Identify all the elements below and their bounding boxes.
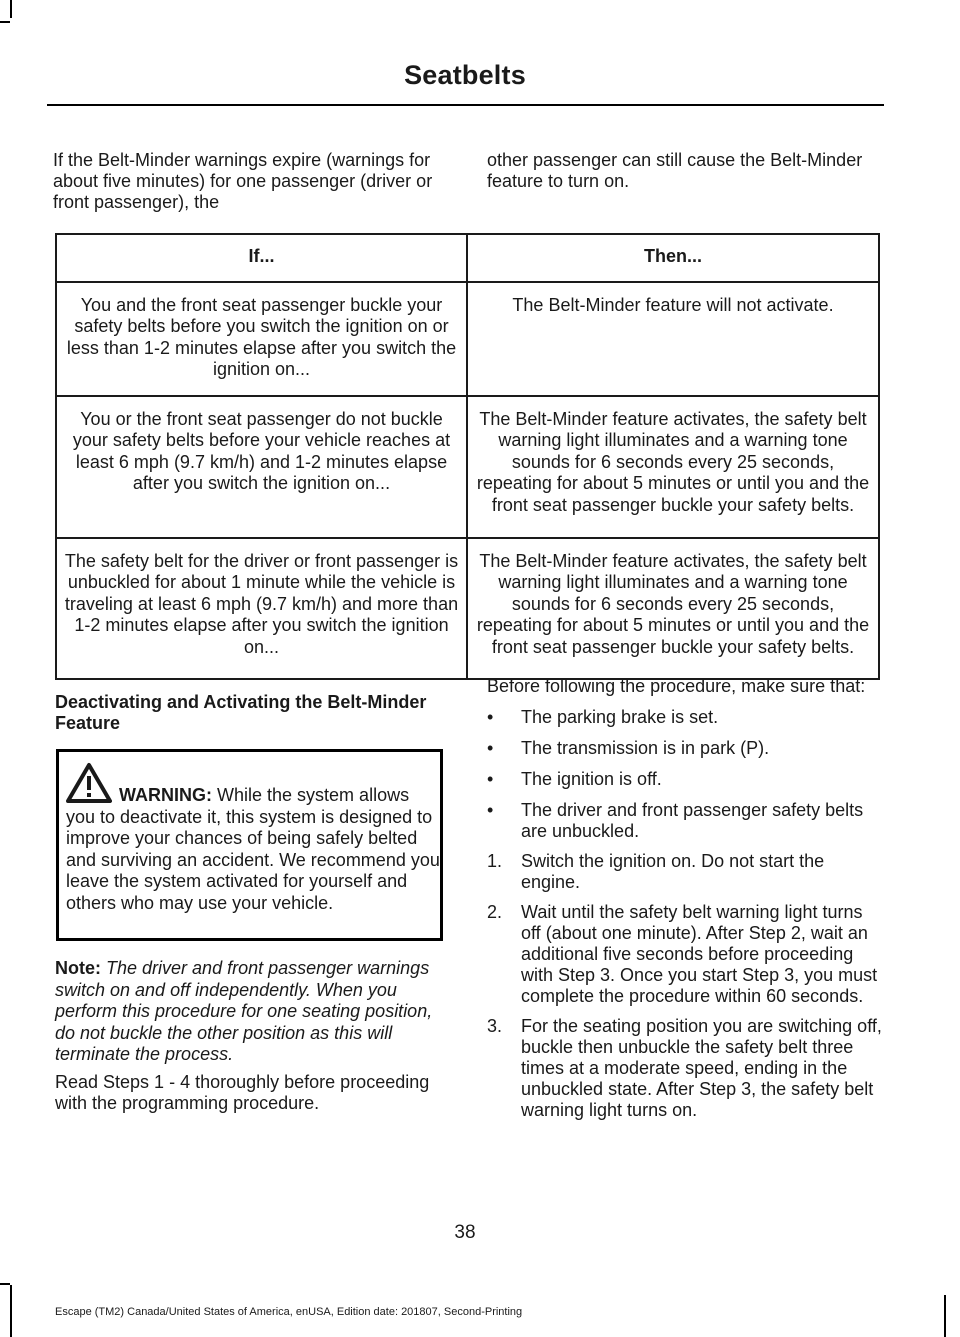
table-row: [56, 396, 879, 538]
step-item: [487, 851, 883, 893]
crop-mark: [944, 1295, 946, 1337]
note-text: The driver and front passenger warnings switch on and off independently. When you perform this procedure for one seating position, do not buckle the other position as this will terminate the process.: [55, 958, 433, 1064]
warning-label: WARNING:: [119, 785, 212, 805]
list-item: [487, 707, 883, 728]
list-item: [487, 738, 883, 759]
warning-body: While the system allows you to deactivate it, this system is designed to improve your chances of being safely belted and surviving an accident. We recommend you leave the system activated for yourself and others who may use your vehicle.: [66, 785, 440, 913]
bullet-marker: •: [487, 707, 494, 727]
section-heading: Deactivating and Activating the Belt-Minder Feature: [55, 692, 427, 733]
page-number: 38: [454, 1222, 476, 1243]
table-row: [56, 538, 879, 679]
footer-edition-info: Escape (TM2) Canada/United States of America, enUSA, Edition date: 201807, Second-Printing: [55, 1306, 523, 1318]
intro-paragraph-left: If the Belt-Minder warnings expire (warnings for about five minutes) for one passenger (driver or front passenger), the: [53, 150, 433, 212]
page-title: Seatbelts: [404, 60, 526, 90]
read-steps-paragraph: Read Steps 1 - 4 thoroughly before proceeding with the programming procedure.: [55, 1072, 430, 1113]
procedure-column: [487, 676, 883, 1121]
intro-paragraph-right: other passenger can still cause the Belt-Minder feature to turn on.: [487, 150, 863, 191]
crop-mark: [0, 21, 10, 23]
step-text: Switch the ignition on. Do not start the engine.: [521, 851, 825, 892]
table-header-row: [56, 234, 879, 282]
table-cell-if: You and the front seat passenger buckle your safety belts before you switch the ignition on or less than 1-2 minutes elapse after you switch the ignition on...: [56, 282, 467, 396]
list-item-text: The driver and front passenger safety belts are unbuckled.: [521, 800, 864, 841]
bullet-marker: •: [487, 769, 494, 789]
step-number: 2.: [487, 902, 503, 922]
list-item-text: The parking brake is set.: [521, 707, 719, 727]
crop-mark: [0, 1283, 10, 1285]
table-cell-then: The Belt-Minder feature activates, the safety belt warning light illuminates and a warning tone sounds for 6 seconds every 25 seconds, repeating for about 5 minutes or until you and the front seat passenger buckle your safety belts.: [467, 396, 879, 538]
table-cell-if: You or the front seat passenger do not buckle your safety belts before your vehicle reaches at least 6 mph (9.7 km/h) and 1-2 minutes elapse after you switch the ignition on...: [56, 396, 467, 538]
table-cell-then: The Belt-Minder feature activates, the safety belt warning light illuminates and a warning tone sounds for 6 seconds every 25 seconds, repeating for about 5 minutes or until you and the front seat passenger buckle your safety belts.: [467, 538, 879, 679]
list-item: [487, 769, 883, 790]
table-row: [56, 282, 879, 396]
step-number: 3.: [487, 1016, 503, 1036]
header-divider: [47, 104, 884, 106]
crop-mark: [10, 1285, 12, 1337]
column-header-if: If...: [56, 234, 467, 282]
step-text: For the seating position you are switching off, buckle then unbuckle the safety belt three times at a moderate speed, ending in the unbuckled state. After Step 3, the safety belt warning light turns on.: [521, 1016, 882, 1120]
table-cell-if: The safety belt for the driver or front passenger is unbuckled for about 1 minute while the vehicle is traveling at least 6 mph (9.7 km/h) and more than 1-2 minutes elapse after you switch the ignition on...: [56, 538, 467, 679]
note-label: Note:: [55, 958, 101, 978]
note-paragraph: [55, 958, 447, 1066]
list-item-text: The ignition is off.: [521, 769, 662, 789]
step-item: [487, 1016, 883, 1121]
procedure-intro: Before following the procedure, make sure that:: [487, 676, 866, 696]
table-cell-then: The Belt-Minder feature will not activate.: [467, 282, 879, 396]
crop-mark: [10, 0, 12, 18]
warning-box: [56, 749, 443, 941]
column-header-then: Then...: [467, 234, 879, 282]
bullet-marker: •: [487, 800, 494, 820]
list-item: [487, 800, 883, 842]
bullet-marker: •: [487, 738, 494, 758]
step-number: 1.: [487, 851, 503, 871]
warning-text: [66, 785, 442, 914]
if-then-table: [55, 233, 880, 680]
list-item-text: The transmission is in park (P).: [521, 738, 770, 758]
step-text: Wait until the safety belt warning light turns off (about one minute). After Step 2, wait an additional five seconds before proceeding with Step 3. Once you start Step 3, you must complete the procedure within 60 seconds.: [521, 902, 878, 1006]
precondition-list: [487, 707, 883, 842]
procedure-steps: [487, 851, 883, 1121]
step-item: [487, 902, 883, 1007]
